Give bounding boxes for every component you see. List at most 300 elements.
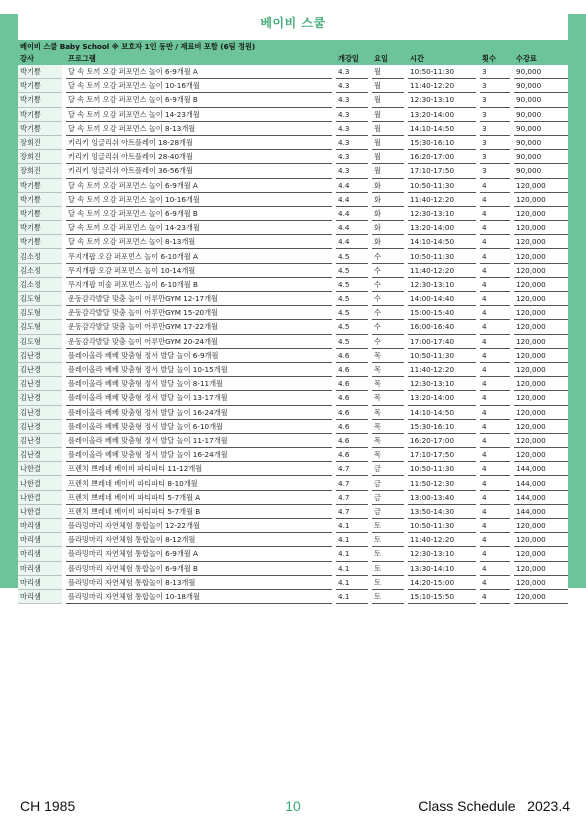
cell-instructor: 마리샘 bbox=[18, 590, 62, 604]
table-row bbox=[18, 207, 568, 221]
cell-day: 월 bbox=[372, 136, 404, 150]
cell-instructor: 박기쁨 bbox=[18, 235, 62, 249]
cell-instructor: 마리샘 bbox=[18, 547, 62, 561]
cell-day: 수 bbox=[372, 320, 404, 334]
cell-start-date: 4.1 bbox=[336, 519, 368, 533]
cell-fee: 144,000 bbox=[514, 476, 568, 490]
cell-instructor: 김난경 bbox=[18, 349, 62, 363]
cell-time: 15:30-16:10 bbox=[408, 136, 476, 150]
cell-time: 14:00-14:40 bbox=[408, 292, 476, 306]
cell-sessions: 3 bbox=[480, 136, 510, 150]
table-row bbox=[18, 420, 568, 434]
cell-sessions: 4 bbox=[480, 547, 510, 561]
header-fee: 수강료 bbox=[514, 53, 568, 65]
cell-fee: 120,000 bbox=[514, 519, 568, 533]
table-row bbox=[18, 306, 568, 320]
cell-day: 금 bbox=[372, 505, 404, 519]
cell-start-date: 4.6 bbox=[336, 420, 368, 434]
cell-program: 달 속 토끼 오감 퍼포먼스 놀이 6-9개월 B bbox=[66, 207, 332, 221]
cell-fee: 90,000 bbox=[514, 122, 568, 136]
cell-time: 11:40-12:20 bbox=[408, 193, 476, 207]
table-row bbox=[18, 547, 568, 561]
cell-sessions: 4 bbox=[480, 505, 510, 519]
cell-instructor: 김난경 bbox=[18, 406, 62, 420]
footer-brand: CH 1985 bbox=[20, 798, 76, 814]
cell-time: 14:10-14:50 bbox=[408, 235, 476, 249]
table-row bbox=[18, 108, 568, 122]
cell-instructor: 나한결 bbox=[18, 505, 62, 519]
cell-start-date: 4.3 bbox=[336, 65, 368, 79]
cell-fee: 90,000 bbox=[514, 79, 568, 93]
cell-start-date: 4.5 bbox=[336, 278, 368, 292]
cell-sessions: 4 bbox=[480, 448, 510, 462]
table-row bbox=[18, 562, 568, 576]
cell-fee: 90,000 bbox=[514, 108, 568, 122]
cell-day: 화 bbox=[372, 193, 404, 207]
cell-day: 수 bbox=[372, 249, 404, 263]
cell-start-date: 4.5 bbox=[336, 335, 368, 349]
cell-sessions: 4 bbox=[480, 306, 510, 320]
table-row bbox=[18, 235, 568, 249]
cell-instructor: 마리샘 bbox=[18, 562, 62, 576]
cell-instructor: 박기쁨 bbox=[18, 108, 62, 122]
cell-program: 달 속 토끼 오감 퍼포먼스 놀이 10-16개월 bbox=[66, 79, 332, 93]
cell-start-date: 4.1 bbox=[336, 576, 368, 590]
table-row bbox=[18, 462, 568, 476]
cell-day: 월 bbox=[372, 150, 404, 164]
cell-time: 10:50-11:30 bbox=[408, 65, 476, 79]
cell-instructor: 박기쁨 bbox=[18, 207, 62, 221]
cell-start-date: 4.3 bbox=[336, 108, 368, 122]
cell-time: 13:30-14:10 bbox=[408, 562, 476, 576]
cell-fee: 120,000 bbox=[514, 306, 568, 320]
table-row bbox=[18, 363, 568, 377]
cell-instructor: 박기쁨 bbox=[18, 179, 62, 193]
cell-day: 목 bbox=[372, 448, 404, 462]
cell-time: 12:30-13:10 bbox=[408, 278, 476, 292]
cell-program: 운동감각발달 맞춤 놀이 어루만GYM 20-24개월 bbox=[66, 335, 332, 349]
cell-day: 토 bbox=[372, 576, 404, 590]
cell-fee: 120,000 bbox=[514, 349, 568, 363]
table-row bbox=[18, 491, 568, 505]
cell-instructor: 김도형 bbox=[18, 335, 62, 349]
cell-program: 달 속 토끼 오감 퍼포먼스 놀이 8-13개월 bbox=[66, 235, 332, 249]
cell-start-date: 4.1 bbox=[336, 547, 368, 561]
footer-schedule-label: Class Schedule 2023.4 bbox=[418, 798, 570, 814]
left-accent-bar bbox=[0, 14, 18, 588]
cell-fee: 120,000 bbox=[514, 363, 568, 377]
table-row bbox=[18, 448, 568, 462]
cell-time: 11:40-12:20 bbox=[408, 533, 476, 547]
cell-fee: 120,000 bbox=[514, 335, 568, 349]
table-row bbox=[18, 533, 568, 547]
table-row bbox=[18, 590, 568, 604]
cell-program: 운동감각발달 맞춤 놀이 어루만GYM 12-17개월 bbox=[66, 292, 332, 306]
cell-sessions: 4 bbox=[480, 235, 510, 249]
table-row bbox=[18, 93, 568, 107]
table-row bbox=[18, 221, 568, 235]
cell-start-date: 4.5 bbox=[336, 292, 368, 306]
cell-day: 월 bbox=[372, 164, 404, 178]
cell-fee: 120,000 bbox=[514, 562, 568, 576]
table-row bbox=[18, 406, 568, 420]
cell-sessions: 3 bbox=[480, 150, 510, 164]
page-title: 베이비 스쿨 bbox=[260, 16, 326, 30]
cell-fee: 120,000 bbox=[514, 377, 568, 391]
cell-fee: 120,000 bbox=[514, 221, 568, 235]
cell-instructor: 박기쁨 bbox=[18, 193, 62, 207]
cell-day: 금 bbox=[372, 462, 404, 476]
cell-start-date: 4.6 bbox=[336, 406, 368, 420]
cell-day: 토 bbox=[372, 562, 404, 576]
cell-time: 17:10-17:50 bbox=[408, 448, 476, 462]
cell-instructor: 박기쁨 bbox=[18, 221, 62, 235]
cell-program: 플라밍마리 자연체험 통합놀이 8-13개월 bbox=[66, 576, 332, 590]
cell-time: 10:50-11:30 bbox=[408, 519, 476, 533]
schedule-table-wrap bbox=[18, 40, 568, 604]
cell-fee: 120,000 bbox=[514, 320, 568, 334]
cell-time: 15:00-15:40 bbox=[408, 306, 476, 320]
cell-instructor: 김난경 bbox=[18, 420, 62, 434]
cell-fee: 120,000 bbox=[514, 264, 568, 278]
cell-start-date: 4.6 bbox=[336, 434, 368, 448]
cell-fee: 90,000 bbox=[514, 93, 568, 107]
cell-sessions: 3 bbox=[480, 65, 510, 79]
cell-time: 17:00-17:40 bbox=[408, 335, 476, 349]
cell-day: 수 bbox=[372, 278, 404, 292]
cell-start-date: 4.4 bbox=[336, 221, 368, 235]
cell-fee: 120,000 bbox=[514, 249, 568, 263]
cell-time: 12:30-13:10 bbox=[408, 93, 476, 107]
cell-start-date: 4.5 bbox=[336, 306, 368, 320]
cell-time: 12:30-13:10 bbox=[408, 207, 476, 221]
cell-sessions: 3 bbox=[480, 93, 510, 107]
cell-program: 플레이올라 베베 맞춤형 정서 발달 놀이 16-24개월 bbox=[66, 448, 332, 462]
cell-sessions: 4 bbox=[480, 363, 510, 377]
cell-day: 화 bbox=[372, 179, 404, 193]
cell-sessions: 4 bbox=[480, 590, 510, 604]
schedule-table bbox=[18, 53, 568, 604]
cell-instructor: 김난경 bbox=[18, 377, 62, 391]
cell-sessions: 3 bbox=[480, 79, 510, 93]
cell-day: 수 bbox=[372, 335, 404, 349]
cell-program: 프렌치 쁘레네 베이비 파티파티 8-10개월 bbox=[66, 476, 332, 490]
cell-sessions: 4 bbox=[480, 221, 510, 235]
cell-day: 화 bbox=[372, 221, 404, 235]
cell-time: 13:20-14:00 bbox=[408, 108, 476, 122]
cell-program: 무지개팝 미술 퍼포먼스 놀이 6-10개월 B bbox=[66, 278, 332, 292]
cell-instructor: 박기쁨 bbox=[18, 122, 62, 136]
cell-time: 16:20-17:00 bbox=[408, 434, 476, 448]
cell-instructor: 장희진 bbox=[18, 164, 62, 178]
table-row bbox=[18, 434, 568, 448]
cell-sessions: 4 bbox=[480, 377, 510, 391]
cell-fee: 120,000 bbox=[514, 235, 568, 249]
cell-fee: 90,000 bbox=[514, 164, 568, 178]
cell-day: 목 bbox=[372, 420, 404, 434]
cell-instructor: 박기쁨 bbox=[18, 93, 62, 107]
cell-day: 목 bbox=[372, 434, 404, 448]
cell-program: 키리키 잉글리쉬 아트플레이 36-56개월 bbox=[66, 164, 332, 178]
cell-program: 플레이올라 베베 맞춤형 정서 발달 놀이 6-10개월 bbox=[66, 420, 332, 434]
cell-time: 13:50-14:30 bbox=[408, 505, 476, 519]
table-row bbox=[18, 278, 568, 292]
cell-program: 플레이올라 베베 맞춤형 정서 발달 놀이 6-9개월 bbox=[66, 349, 332, 363]
cell-start-date: 4.4 bbox=[336, 235, 368, 249]
cell-fee: 90,000 bbox=[514, 65, 568, 79]
cell-sessions: 4 bbox=[480, 406, 510, 420]
cell-sessions: 3 bbox=[480, 108, 510, 122]
cell-time: 13:20-14:00 bbox=[408, 391, 476, 405]
cell-fee: 120,000 bbox=[514, 207, 568, 221]
cell-program: 플라밍마리 자연체험 통합놀이 6-9개월 A bbox=[66, 547, 332, 561]
cell-fee: 120,000 bbox=[514, 406, 568, 420]
header-sessions: 횟수 bbox=[480, 53, 510, 65]
cell-sessions: 4 bbox=[480, 533, 510, 547]
cell-day: 목 bbox=[372, 391, 404, 405]
cell-start-date: 4.1 bbox=[336, 533, 368, 547]
cell-instructor: 마리샘 bbox=[18, 533, 62, 547]
table-row bbox=[18, 79, 568, 93]
cell-time: 12:30-13:10 bbox=[408, 377, 476, 391]
cell-fee: 120,000 bbox=[514, 590, 568, 604]
cell-sessions: 4 bbox=[480, 278, 510, 292]
cell-sessions: 4 bbox=[480, 264, 510, 278]
cell-start-date: 4.6 bbox=[336, 363, 368, 377]
table-row bbox=[18, 150, 568, 164]
cell-time: 16:20-17:00 bbox=[408, 150, 476, 164]
cell-time: 13:00-13:40 bbox=[408, 491, 476, 505]
cell-fee: 120,000 bbox=[514, 533, 568, 547]
cell-fee: 120,000 bbox=[514, 179, 568, 193]
header-program: 프로그램 bbox=[66, 53, 332, 65]
cell-sessions: 3 bbox=[480, 122, 510, 136]
cell-fee: 120,000 bbox=[514, 576, 568, 590]
cell-program: 플라밍마리 자연체험 통합놀이 8-12개월 bbox=[66, 533, 332, 547]
cell-sessions: 4 bbox=[480, 335, 510, 349]
table-row bbox=[18, 193, 568, 207]
cell-fee: 120,000 bbox=[514, 292, 568, 306]
cell-day: 월 bbox=[372, 122, 404, 136]
cell-program: 달 속 토끼 오감 퍼포먼스 놀이 8-13개월 bbox=[66, 122, 332, 136]
cell-fee: 120,000 bbox=[514, 448, 568, 462]
cell-sessions: 4 bbox=[480, 207, 510, 221]
cell-day: 월 bbox=[372, 65, 404, 79]
cell-start-date: 4.3 bbox=[336, 79, 368, 93]
cell-start-date: 4.5 bbox=[336, 249, 368, 263]
cell-sessions: 3 bbox=[480, 164, 510, 178]
cell-program: 무지개팝 오감 퍼포먼스 놀이 6-10개월 A bbox=[66, 249, 332, 263]
cell-program: 프렌치 쁘레네 베이비 파티파티 5-7개월 B bbox=[66, 505, 332, 519]
cell-fee: 90,000 bbox=[514, 150, 568, 164]
cell-fee: 120,000 bbox=[514, 391, 568, 405]
table-row bbox=[18, 122, 568, 136]
cell-start-date: 4.7 bbox=[336, 462, 368, 476]
cell-program: 키리키 잉글리쉬 아트플레이 18-28개월 bbox=[66, 136, 332, 150]
cell-sessions: 4 bbox=[480, 519, 510, 533]
cell-sessions: 4 bbox=[480, 476, 510, 490]
cell-start-date: 4.3 bbox=[336, 150, 368, 164]
cell-program: 프렌치 쁘레네 베이비 파티파티 11-12개월 bbox=[66, 462, 332, 476]
cell-instructor: 나한결 bbox=[18, 491, 62, 505]
cell-instructor: 김소정 bbox=[18, 249, 62, 263]
cell-time: 17:10-17:50 bbox=[408, 164, 476, 178]
cell-start-date: 4.7 bbox=[336, 491, 368, 505]
cell-day: 화 bbox=[372, 207, 404, 221]
cell-day: 수 bbox=[372, 306, 404, 320]
cell-instructor: 김소정 bbox=[18, 278, 62, 292]
cell-sessions: 4 bbox=[480, 349, 510, 363]
cell-program: 운동감각발달 맞춤 놀이 어루만GYM 15-20개월 bbox=[66, 306, 332, 320]
cell-instructor: 김소정 bbox=[18, 264, 62, 278]
cell-program: 플레이올라 베베 맞춤형 정서 발달 놀이 16-24개월 bbox=[66, 406, 332, 420]
table-row bbox=[18, 179, 568, 193]
cell-sessions: 4 bbox=[480, 434, 510, 448]
cell-day: 월 bbox=[372, 93, 404, 107]
cell-program: 달 속 토끼 오감 퍼포먼스 놀이 14-23개월 bbox=[66, 108, 332, 122]
cell-sessions: 4 bbox=[480, 420, 510, 434]
cell-fee: 120,000 bbox=[514, 547, 568, 561]
table-row bbox=[18, 391, 568, 405]
cell-sessions: 4 bbox=[480, 292, 510, 306]
cell-instructor: 장희진 bbox=[18, 136, 62, 150]
cell-day: 목 bbox=[372, 406, 404, 420]
cell-program: 플레이올라 베베 맞춤형 정서 발달 놀이 10-15개월 bbox=[66, 363, 332, 377]
cell-fee: 90,000 bbox=[514, 136, 568, 150]
cell-instructor: 김난경 bbox=[18, 434, 62, 448]
cell-start-date: 4.3 bbox=[336, 164, 368, 178]
table-row bbox=[18, 164, 568, 178]
cell-fee: 144,000 bbox=[514, 491, 568, 505]
cell-sessions: 4 bbox=[480, 491, 510, 505]
cell-fee: 120,000 bbox=[514, 193, 568, 207]
cell-program: 달 속 토끼 오감 퍼포먼스 놀이 6-9개월 A bbox=[66, 65, 332, 79]
cell-day: 토 bbox=[372, 519, 404, 533]
cell-start-date: 4.7 bbox=[336, 505, 368, 519]
cell-time: 10:50-11:30 bbox=[408, 462, 476, 476]
cell-instructor: 김도형 bbox=[18, 320, 62, 334]
cell-sessions: 4 bbox=[480, 249, 510, 263]
cell-program: 키리키 잉글리쉬 아트플레이 28-40개월 bbox=[66, 150, 332, 164]
cell-time: 10:50-11:30 bbox=[408, 349, 476, 363]
cell-time: 13:20-14:00 bbox=[408, 221, 476, 235]
cell-time: 12:30-13:10 bbox=[408, 547, 476, 561]
cell-instructor: 박기쁨 bbox=[18, 65, 62, 79]
table-row bbox=[18, 264, 568, 278]
table-row bbox=[18, 292, 568, 306]
cell-instructor: 김난경 bbox=[18, 448, 62, 462]
cell-day: 월 bbox=[372, 108, 404, 122]
cell-start-date: 4.3 bbox=[336, 93, 368, 107]
table-row bbox=[18, 65, 568, 79]
table-row bbox=[18, 519, 568, 533]
cell-program: 플라밍마리 자연체험 통합놀이 12-22개월 bbox=[66, 519, 332, 533]
cell-fee: 144,000 bbox=[514, 462, 568, 476]
table-row bbox=[18, 505, 568, 519]
cell-start-date: 4.6 bbox=[336, 349, 368, 363]
cell-program: 플레이올라 베베 맞춤형 정서 발달 놀이 8-11개월 bbox=[66, 377, 332, 391]
cell-fee: 144,000 bbox=[514, 505, 568, 519]
cell-day: 목 bbox=[372, 349, 404, 363]
cell-fee: 120,000 bbox=[514, 420, 568, 434]
footer-page-number: 10 bbox=[285, 798, 301, 814]
table-header-row bbox=[18, 53, 568, 65]
table-caption: 베이비 스쿨 Baby School ※ 보호자 1인 동반 / 재료비 포함 (6팀 정원) bbox=[18, 40, 568, 53]
cell-start-date: 4.4 bbox=[336, 207, 368, 221]
header-instructor: 강사 bbox=[18, 53, 62, 65]
table-row bbox=[18, 576, 568, 590]
cell-instructor: 박기쁨 bbox=[18, 79, 62, 93]
cell-time: 14:10-14:50 bbox=[408, 406, 476, 420]
cell-day: 목 bbox=[372, 377, 404, 391]
cell-sessions: 4 bbox=[480, 179, 510, 193]
cell-start-date: 4.1 bbox=[336, 562, 368, 576]
table-row bbox=[18, 136, 568, 150]
cell-instructor: 김도형 bbox=[18, 292, 62, 306]
cell-day: 토 bbox=[372, 533, 404, 547]
header-start-date: 개강일 bbox=[336, 53, 368, 65]
table-row bbox=[18, 349, 568, 363]
cell-time: 15:10-15:50 bbox=[408, 590, 476, 604]
cell-instructor: 김난경 bbox=[18, 391, 62, 405]
cell-fee: 120,000 bbox=[514, 434, 568, 448]
cell-start-date: 4.6 bbox=[336, 448, 368, 462]
cell-time: 15:30-16:10 bbox=[408, 420, 476, 434]
cell-instructor: 마리샘 bbox=[18, 519, 62, 533]
cell-day: 금 bbox=[372, 476, 404, 490]
cell-program: 플레이올라 베베 맞춤형 정서 발달 놀이 11-17개월 bbox=[66, 434, 332, 448]
right-accent-bar bbox=[568, 14, 586, 588]
cell-instructor: 나한결 bbox=[18, 462, 62, 476]
cell-time: 10:50-11:30 bbox=[408, 249, 476, 263]
cell-sessions: 4 bbox=[480, 576, 510, 590]
cell-day: 토 bbox=[372, 590, 404, 604]
cell-instructor: 김난경 bbox=[18, 363, 62, 377]
cell-instructor: 김도형 bbox=[18, 306, 62, 320]
cell-sessions: 4 bbox=[480, 193, 510, 207]
cell-time: 11:40-12:20 bbox=[408, 79, 476, 93]
cell-day: 토 bbox=[372, 547, 404, 561]
cell-program: 달 속 토끼 오감 퍼포먼스 놀이 10-16개월 bbox=[66, 193, 332, 207]
cell-time: 14:20-15:00 bbox=[408, 576, 476, 590]
cell-time: 11:50-12:30 bbox=[408, 476, 476, 490]
cell-instructor: 나한결 bbox=[18, 476, 62, 490]
cell-start-date: 4.4 bbox=[336, 179, 368, 193]
cell-start-date: 4.5 bbox=[336, 320, 368, 334]
cell-sessions: 4 bbox=[480, 562, 510, 576]
cell-start-date: 4.6 bbox=[336, 377, 368, 391]
cell-time: 11:40-12:20 bbox=[408, 264, 476, 278]
cell-time: 11:40-12:20 bbox=[408, 363, 476, 377]
cell-sessions: 4 bbox=[480, 391, 510, 405]
cell-program: 달 속 토끼 오감 퍼포먼스 놀이 14-23개월 bbox=[66, 221, 332, 235]
cell-start-date: 4.6 bbox=[336, 391, 368, 405]
cell-time: 10:50-11:30 bbox=[408, 179, 476, 193]
cell-instructor: 마리샘 bbox=[18, 576, 62, 590]
cell-start-date: 4.4 bbox=[336, 193, 368, 207]
cell-day: 수 bbox=[372, 264, 404, 278]
cell-start-date: 4.3 bbox=[336, 122, 368, 136]
cell-day: 화 bbox=[372, 235, 404, 249]
cell-day: 금 bbox=[372, 491, 404, 505]
cell-start-date: 4.1 bbox=[336, 590, 368, 604]
cell-program: 플라밍마리 자연체험 통합놀이 10-18개월 bbox=[66, 590, 332, 604]
cell-start-date: 4.7 bbox=[336, 476, 368, 490]
header-day: 요일 bbox=[372, 53, 404, 65]
table-row bbox=[18, 377, 568, 391]
cell-program: 무지개팝 오감 퍼포먼스 놀이 10-14개월 bbox=[66, 264, 332, 278]
cell-day: 목 bbox=[372, 363, 404, 377]
